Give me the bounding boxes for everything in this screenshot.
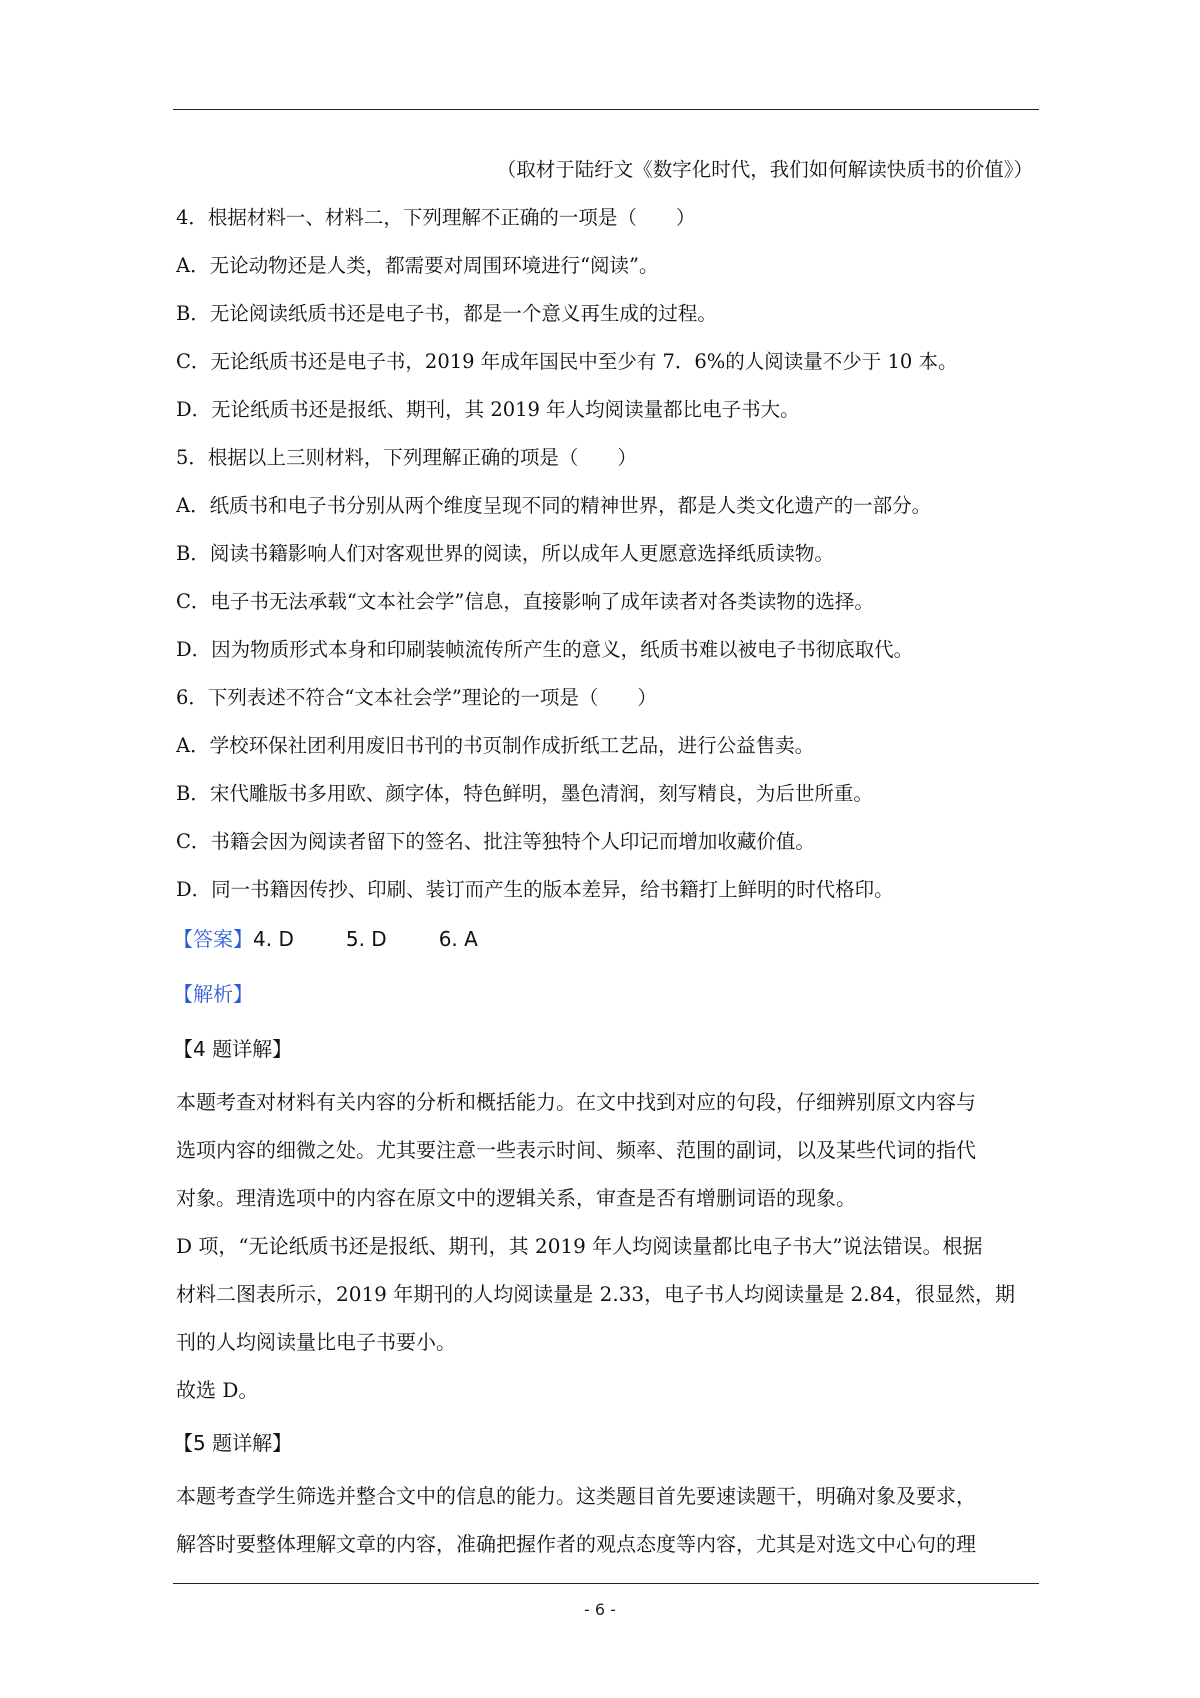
footer-rule [173,1583,1039,1584]
question-4-option-a: A．无论动物还是人类，都需要对周围环境进行“阅读”。 [176,254,659,277]
source-citation: （取材于陆纡文《数字化时代，我们如何解读快质书的价值》） [496,158,1033,181]
answer-label: 【答案】 [173,927,253,951]
detail-4-line: D 项，“无论纸质书还是报纸、期刊，其 2019 年人均阅读量都比电子书大”说法错误。根据 [176,1234,983,1258]
detail-4-line: 对象。理清选项中的内容在原文中的逻辑关系，审查是否有增删词语的现象。 [176,1186,856,1210]
answer-item: 5. D [345,927,387,951]
question-6-option-c: C．书籍会因为阅读者留下的签名、批注等独特个人印记而增加收藏价值。 [176,830,815,853]
question-4-stem: 4．根据材料一、材料二，下列理解不正确的一项是（ ） [176,206,696,229]
question-6-stem: 6．下列表述不符合“文本社会学”理论的一项是（ ） [176,686,657,709]
question-5-stem: 5．根据以上三则材料，下列理解正确的项是（ ） [176,446,637,469]
detail-4-line: 故选 D。 [176,1378,259,1402]
answer-row [173,927,478,952]
page-number: - 6 - [584,1600,616,1619]
detail-5-line: 本题考查学生筛选并整合文中的信息的能力。这类题目首先要速读题干，明确对象及要求， [176,1484,976,1508]
question-6-option-a: A．学校环保社团利用废旧书刊的书页制作成折纸工艺品，进行公益售卖。 [176,734,815,757]
question-5-option-c: C．电子书无法承载“文本社会学”信息，直接影响了成年读者对各类读物的选择。 [176,590,874,613]
question-5-option-d: D．因为物质形式本身和印刷装帧流传所产生的意义，纸质书难以被电子书彻底取代。 [176,638,914,661]
analysis-label: 【解析】 [173,982,253,1006]
detail-4-line: 刊的人均阅读量比电子书要小。 [176,1330,456,1354]
answer-item: 4. D [253,927,294,951]
header-rule [173,109,1039,110]
question-5-option-b: B．阅读书籍影响人们对客观世界的阅读，所以成年人更愿意选择纸质读物。 [176,542,834,565]
question-4-option-d: D．无论纸质书还是报纸、期刊，其 2019 年人均阅读量都比电子书大。 [176,398,800,421]
detail-4-line: 选项内容的细微之处。尤其要注意一些表示时间、频率、范围的副词，以及某些代词的指代 [176,1138,976,1162]
detail-5-line: 解答时要整体理解文章的内容，准确把握作者的观点态度等内容，尤其是对选文中心句的理 [176,1532,976,1556]
question-5-option-a: A．纸质书和电子书分别从两个维度呈现不同的精神世界，都是人类文化遗产的一部分。 [176,494,932,517]
detail-4-line: 本题考查对材料有关内容的分析和概括能力。在文中找到对应的句段，仔细辨别原文内容与 [176,1090,976,1114]
question-6-option-d: D．同一书籍因传抄、印刷、装订而产生的版本差异，给书籍打上鲜明的时代格印。 [176,878,894,901]
question-4-option-b: B．无论阅读纸质书还是电子书，都是一个意义再生成的过程。 [176,302,717,325]
detail-4-line: 材料二图表所示，2019 年期刊的人均阅读量是 2.33，电子书人均阅读量是 2.84，很显然，期 [176,1282,1016,1306]
detail-4-heading: 【4 题详解】 [173,1037,293,1061]
question-6-option-b: B．宋代雕版书多用欧、颜字体，特色鲜明，墨色清润，刻写精良，为后世所重。 [176,782,873,805]
detail-5-heading: 【5 题详解】 [173,1431,293,1455]
answer-item: 6. A [438,927,478,951]
question-4-option-c: C．无论纸质书还是电子书，2019 年成年国民中至少有 7．6%的人阅读量不少于 10 本。 [176,350,958,373]
